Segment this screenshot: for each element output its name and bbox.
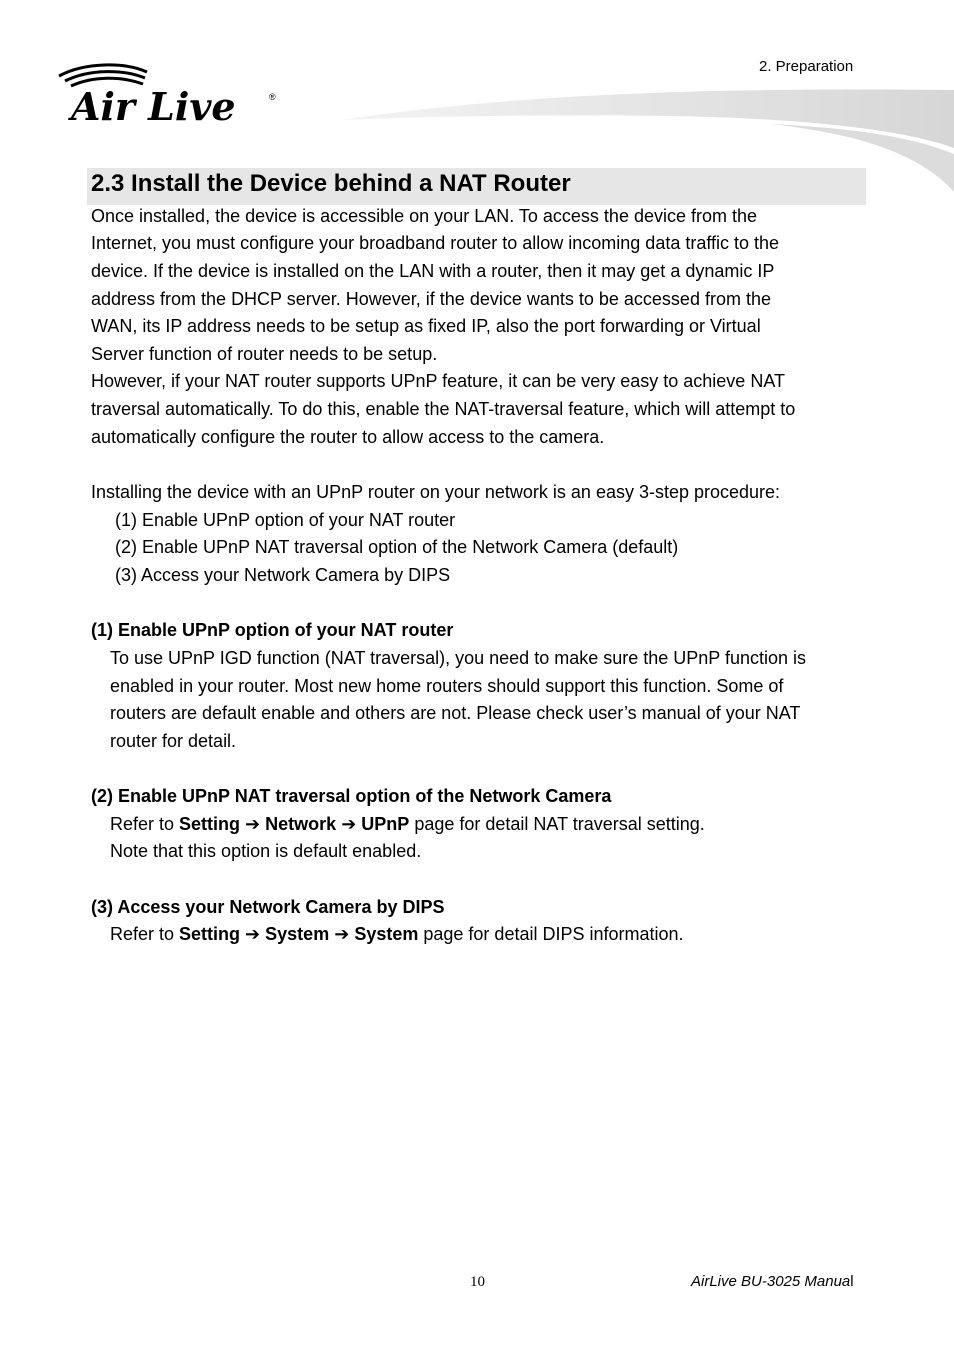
section-title: 2.3 Install the Device behind a NAT Router bbox=[91, 170, 571, 197]
manual-title bbox=[691, 1273, 854, 1290]
refer-suffix: page for detail NAT traversal setting. bbox=[409, 814, 705, 834]
refer-prefix: Refer to bbox=[110, 814, 180, 834]
path-network: Network bbox=[265, 814, 337, 834]
step3-heading: (3) Access your Network Camera by DIPS bbox=[91, 897, 445, 917]
airlive-logo bbox=[55, 60, 285, 126]
procedure-step: (1) Enable UPnP option of your NAT router bbox=[115, 510, 456, 530]
path-upnp: UPnP bbox=[361, 814, 410, 834]
path-setting: Setting bbox=[179, 924, 241, 944]
step2-note: Note that this option is default enabled. bbox=[110, 841, 422, 861]
intro-line: device. If the device is installed on the LAN with a router, then it may get a dynamic IP bbox=[91, 261, 775, 281]
svg-text:®: ® bbox=[269, 92, 276, 102]
step1-heading: (1) Enable UPnP option of your NAT router bbox=[91, 620, 454, 640]
intro-line: WAN, its IP address needs to be setup as fixed IP, also the port forwarding or Virtual bbox=[91, 316, 761, 336]
step2-heading: (2) Enable UPnP NAT traversal option of the Network Camera bbox=[91, 786, 612, 806]
arrow-right-icon: ➔ bbox=[245, 814, 261, 834]
manual-title-text: AirLive BU-3025 Manua bbox=[691, 1273, 851, 1290]
procedure-intro: Installing the device with an UPnP router on your network is an easy 3-step procedure: bbox=[91, 482, 781, 502]
intro-line: However, if your NAT router supports UPnP feature, it can be very easy to achieve NAT bbox=[91, 371, 785, 391]
path-system: System bbox=[354, 924, 419, 944]
manual-title-last-letter: l bbox=[850, 1273, 854, 1290]
arrow-right-icon: ➔ bbox=[245, 924, 261, 944]
step3-refer-line bbox=[110, 923, 684, 945]
logo-text: Air Live bbox=[71, 84, 236, 126]
page-number: 10 bbox=[470, 1274, 485, 1290]
procedure-step: (3) Access your Network Camera by DIPS bbox=[115, 565, 451, 585]
intro-line: Server function of router needs to be setup. bbox=[91, 344, 438, 364]
path-system: System bbox=[265, 924, 330, 944]
intro-line: Internet, you must configure your broadband router to allow incoming data traffic to the bbox=[91, 233, 780, 253]
step1-line: To use UPnP IGD function (NAT traversal), you need to make sure the UPnP function is bbox=[110, 648, 807, 668]
refer-suffix: page for detail DIPS information. bbox=[418, 924, 684, 944]
step1-line: routers are default enable and others are not. Please check user’s manual of your NAT bbox=[110, 703, 801, 723]
refer-prefix: Refer to bbox=[110, 924, 180, 944]
step1-line: enabled in your router. Most new home routers should support this function. Some of bbox=[110, 676, 784, 696]
arrow-right-icon: ➔ bbox=[341, 814, 357, 834]
step1-line: router for detail. bbox=[110, 731, 237, 751]
intro-line: address from the DHCP server. However, if the device wants to be accessed from the bbox=[91, 289, 771, 309]
step2-refer-line bbox=[110, 813, 705, 835]
path-setting: Setting bbox=[179, 814, 241, 834]
intro-line: Once installed, the device is accessible on your LAN. To access the device from the bbox=[91, 206, 758, 226]
arrow-right-icon: ➔ bbox=[334, 924, 350, 944]
intro-line: automatically configure the router to allow access to the camera. bbox=[91, 427, 605, 447]
chapter-header: 2. Preparation bbox=[759, 58, 854, 75]
procedure-step: (2) Enable UPnP NAT traversal option of the Network Camera (default) bbox=[115, 537, 679, 557]
intro-line: traversal automatically. To do this, enable the NAT-traversal feature, which will attempt to bbox=[91, 399, 796, 419]
